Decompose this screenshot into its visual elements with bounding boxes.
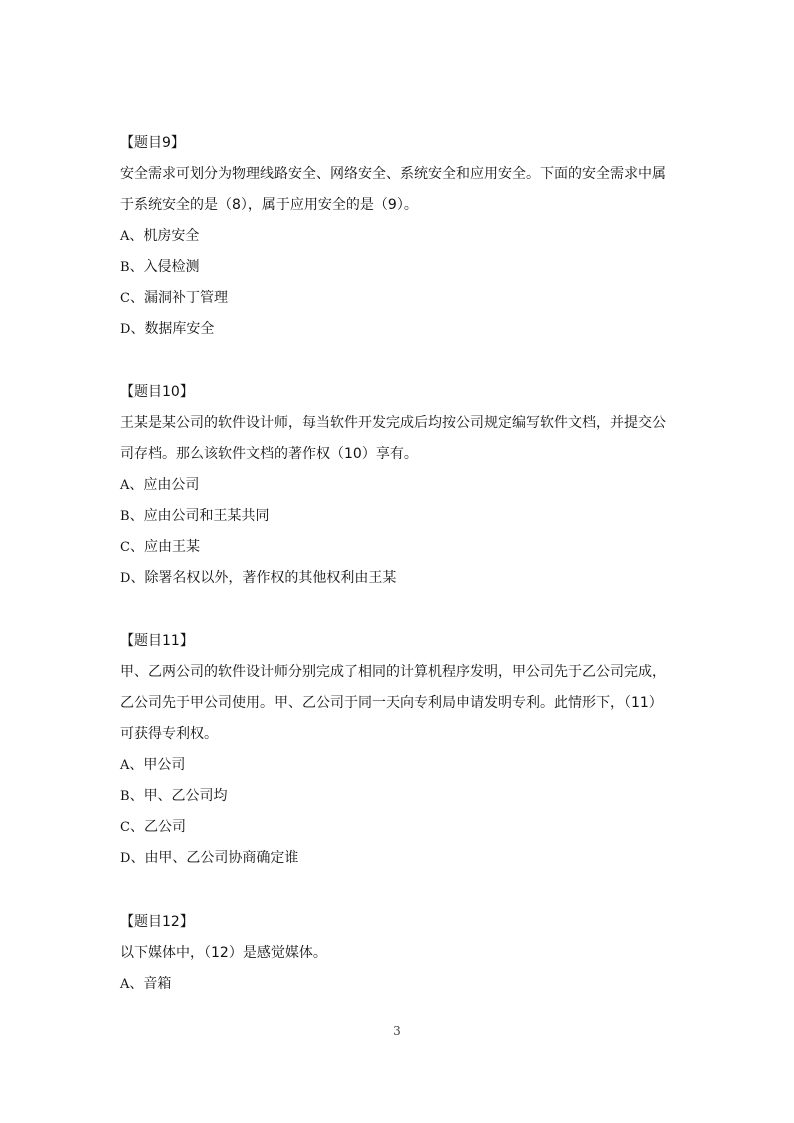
option-text: 应由公司和王某共同: [143, 508, 270, 524]
option-letter: B: [120, 509, 130, 524]
option-letter: B: [120, 789, 130, 804]
option-text: 除署名权以外，著作权的其他权利由王某: [144, 570, 397, 586]
question-title: 【题目9】: [120, 135, 185, 151]
option-text: 入侵检测: [143, 259, 200, 275]
question-text-line: 甲、乙两公司的软件设计师分别完成了相同的计算机程序发明，甲公司先于乙公司完成，: [120, 664, 666, 680]
option-text: 乙公司: [143, 819, 186, 835]
question-12: [120, 907, 680, 1000]
question-title: 【题目12】: [120, 914, 194, 930]
option-letter: A: [120, 977, 130, 992]
option-text: 机房安全: [143, 228, 200, 244]
question-9: [120, 128, 680, 345]
option-c: [120, 532, 680, 563]
option-letter: C: [120, 820, 130, 835]
option-a: [120, 470, 680, 501]
option-text: 应由公司: [143, 477, 200, 493]
option-b: [120, 781, 680, 812]
option-separator: 、: [129, 819, 144, 835]
option-separator: 、: [129, 539, 144, 555]
option-d: [120, 314, 680, 345]
option-letter: A: [120, 478, 130, 493]
option-separator: 、: [129, 976, 144, 992]
page-number: 3: [393, 1024, 401, 1038]
option-b: [120, 501, 680, 532]
option-d: [120, 563, 680, 594]
question-text-line: 以下媒体中，（12）是感觉媒体。: [120, 945, 327, 961]
option-c: [120, 812, 680, 843]
option-text: 由甲、乙公司协商确定谁: [144, 850, 299, 866]
option-text: 音箱: [143, 976, 172, 992]
option-text: 甲、乙公司均: [143, 788, 228, 804]
option-separator: 、: [129, 508, 144, 524]
option-letter: A: [120, 758, 130, 773]
option-letter: C: [120, 291, 130, 306]
option-text: 数据库安全: [144, 321, 215, 337]
option-text: 应由王某: [143, 539, 200, 555]
option-a: [120, 750, 680, 781]
option-text: 漏洞补丁管理: [143, 290, 228, 306]
option-letter: C: [120, 540, 130, 555]
question-text-line: 司存档。那么该软件文档的著作权（10）享有。: [120, 446, 418, 462]
question-text-line: 于系统安全的是（8），属于应用安全的是（9）。: [120, 197, 418, 213]
question-text-line: 可获得专利权。: [120, 726, 218, 742]
question-title: 【题目10】: [120, 384, 194, 400]
option-separator: 、: [129, 259, 144, 275]
option-separator: 、: [129, 788, 144, 804]
question-10: [120, 377, 680, 594]
question-title: 【题目11】: [120, 633, 194, 649]
option-letter: D: [120, 571, 131, 586]
option-letter: D: [120, 322, 131, 337]
option-separator: 、: [129, 290, 144, 306]
option-b: [120, 252, 680, 283]
option-a: [120, 221, 680, 252]
option-letter: B: [120, 260, 130, 275]
option-c: [120, 283, 680, 314]
question-text-line: 安全需求可划分为物理线路安全、网络安全、系统安全和应用安全。下面的安全需求中属: [120, 166, 666, 182]
option-letter: A: [120, 229, 130, 244]
question-text-line: 乙公司先于甲公司使用。甲、乙公司于同一天向专利局申请发明专利。此情形下，（11）: [120, 695, 663, 711]
option-letter: D: [120, 851, 131, 866]
option-separator: 、: [129, 477, 144, 493]
question-11: [120, 626, 680, 874]
option-a: [120, 969, 680, 1000]
option-separator: 、: [129, 757, 144, 773]
option-separator: 、: [130, 570, 145, 586]
option-separator: 、: [129, 228, 144, 244]
option-d: [120, 843, 680, 874]
question-text-line: 王某是某公司的软件设计师，每当软件开发完成后均按公司规定编写软件文档，并提交公: [120, 415, 666, 431]
option-text: 甲公司: [143, 757, 186, 773]
option-separator: 、: [130, 850, 145, 866]
option-separator: 、: [130, 321, 145, 337]
